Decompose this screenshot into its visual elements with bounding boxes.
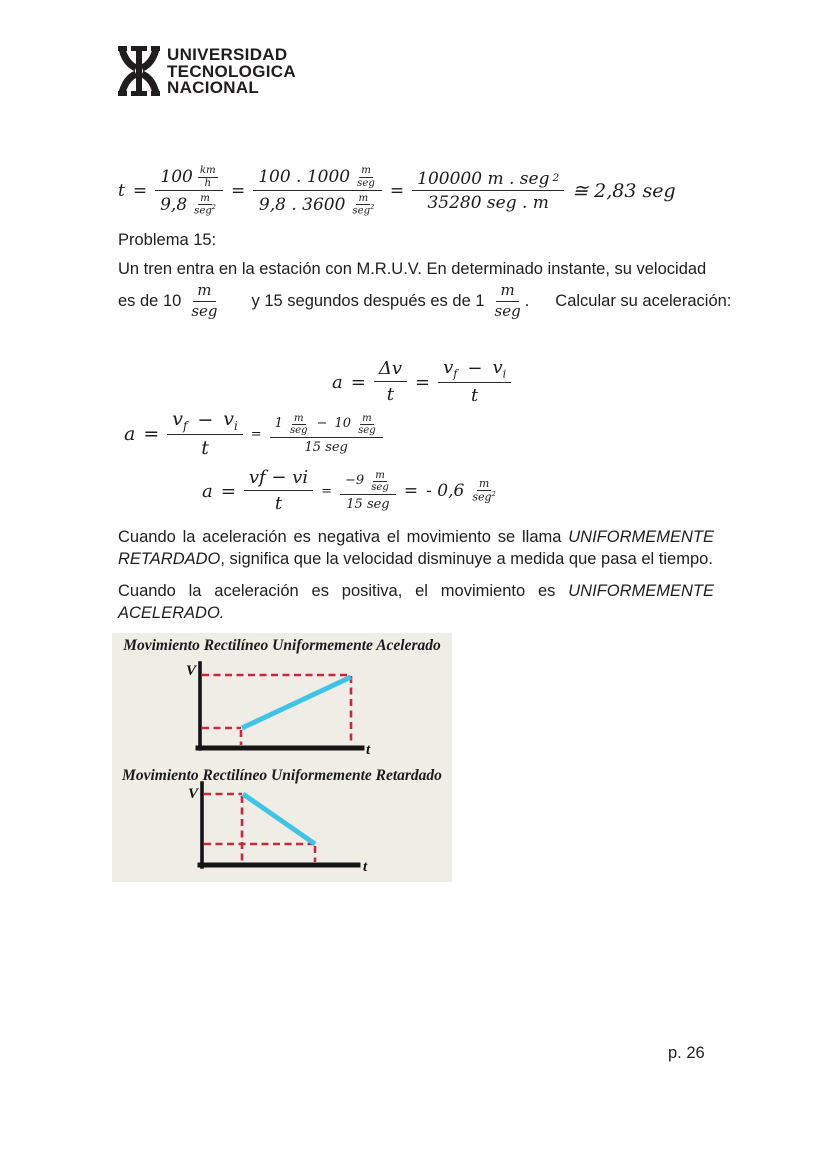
eq-token: t bbox=[471, 385, 479, 407]
eq-token: 9,8 bbox=[160, 194, 188, 215]
unit-fraction bbox=[187, 282, 221, 320]
unit-fraction bbox=[198, 165, 218, 188]
university-name bbox=[167, 44, 296, 97]
eq-time-lhs: t bbox=[118, 181, 125, 201]
problem-text: y 15 segundos después es de 1 bbox=[251, 292, 485, 310]
unit-fraction bbox=[491, 282, 525, 320]
equals-sign: = bbox=[415, 371, 431, 393]
unit-fraction bbox=[356, 413, 378, 436]
paragraph-text: , significa que la velocidad disminuye a medida que pasa el tiempo. bbox=[220, 550, 713, 568]
unit-fraction bbox=[369, 470, 391, 493]
eq-token: seg bbox=[371, 481, 389, 493]
eq-token: seg bbox=[194, 205, 212, 217]
eq-token: 35280 seg . m bbox=[427, 193, 549, 213]
paragraph-text: Cuando la aceleración es negativa el movimiento se llama bbox=[118, 528, 569, 546]
chart-title-retardado: Movimiento Rectilíneo Uniformemente Retardado bbox=[122, 767, 442, 784]
eq-token: t bbox=[386, 384, 395, 405]
fraction bbox=[167, 408, 243, 460]
problem-statement-line1: Un tren entra en la estación con M.R.U.V. En determinado instante, su velocidad bbox=[118, 260, 707, 278]
eq-token: seg bbox=[357, 177, 375, 189]
eq-token: 15 seg bbox=[304, 439, 348, 455]
eq-lhs: a bbox=[124, 423, 136, 445]
page-number: p. 26 bbox=[668, 1044, 705, 1062]
eq-token: 10 bbox=[334, 416, 352, 432]
minus-sign: − bbox=[197, 409, 214, 432]
fraction bbox=[438, 357, 511, 407]
eq-token: m bbox=[358, 192, 369, 204]
fraction bbox=[412, 169, 564, 214]
unit-fraction bbox=[192, 193, 218, 217]
eq-token: seg bbox=[472, 490, 492, 504]
eq-token: km bbox=[199, 165, 216, 177]
equals-sign: = bbox=[321, 483, 333, 499]
exponent: 2 bbox=[211, 204, 216, 212]
velocity-time-figure bbox=[112, 633, 452, 882]
equals-sign: = bbox=[132, 181, 148, 201]
equation-acceleration-definition bbox=[332, 357, 511, 407]
problem-statement-line2 bbox=[118, 280, 731, 322]
emphasized-term: UNIFORMEMENTE RETARDADO bbox=[118, 528, 714, 568]
x-axis-label: t bbox=[366, 742, 371, 758]
equation-time bbox=[118, 160, 684, 222]
equation-acceleration-substitution bbox=[124, 408, 383, 460]
eq-token bbox=[223, 408, 238, 433]
equals-sign: = bbox=[350, 371, 366, 393]
equals-sign: = bbox=[220, 480, 236, 502]
eq-token bbox=[192, 205, 218, 217]
eq-time-result: ≅ 2,83 seg bbox=[572, 180, 676, 202]
eq-lhs: a bbox=[332, 371, 343, 393]
fraction bbox=[374, 358, 407, 405]
y-axis-label: V bbox=[185, 663, 196, 679]
fraction bbox=[155, 165, 223, 216]
problem-text: Calcular su aceleración: bbox=[555, 292, 732, 310]
paragraph-text: Cuando la aceleración es positiva, el movimiento es bbox=[118, 582, 569, 600]
eq-token: seg bbox=[494, 301, 521, 320]
fraction bbox=[340, 470, 396, 513]
eq-token bbox=[172, 408, 187, 433]
eq-token: t bbox=[274, 493, 283, 514]
utn-logo-icon bbox=[117, 44, 161, 98]
university-header bbox=[117, 44, 296, 98]
eq-token bbox=[470, 491, 498, 504]
chart-title-acelerado: Movimiento Rectilíneo Uniformemente Acelerado bbox=[123, 637, 441, 654]
unit-fraction bbox=[355, 165, 377, 188]
eq-token: h bbox=[204, 177, 212, 189]
eq-result-value: - 0,6 bbox=[426, 481, 465, 501]
figure-background bbox=[112, 633, 452, 882]
minus-sign: − bbox=[316, 416, 328, 432]
equation-acceleration-result bbox=[202, 466, 498, 516]
problem-title: Problema 15: bbox=[118, 231, 217, 249]
eq-token: m bbox=[361, 165, 371, 177]
eq-token: −9 bbox=[345, 473, 365, 489]
eq-token: 100 bbox=[160, 166, 193, 187]
eq-token: t bbox=[201, 437, 209, 460]
eq-token: Δv bbox=[378, 358, 402, 380]
eq-token: m bbox=[200, 192, 210, 204]
equals-sign: = bbox=[389, 181, 405, 201]
problem-text: es de 10 bbox=[118, 292, 182, 310]
velocity-time-charts bbox=[112, 633, 452, 882]
subscript: i bbox=[502, 367, 507, 381]
unit-fraction bbox=[470, 478, 498, 504]
x-axis-label: t bbox=[363, 859, 368, 875]
exponent: 2 bbox=[370, 204, 375, 212]
eq-token: vf − vi bbox=[248, 467, 309, 489]
eq-token: v bbox=[492, 357, 503, 379]
eq-token: seg bbox=[358, 424, 376, 436]
eq-token: 15 seg bbox=[346, 496, 390, 512]
problem-text: . bbox=[524, 292, 530, 310]
equals-sign: = bbox=[143, 423, 160, 445]
eq-token: v bbox=[172, 408, 183, 431]
paragraph-acelerado bbox=[118, 580, 714, 624]
eq-token: m bbox=[478, 477, 490, 491]
subscript: f bbox=[182, 418, 188, 433]
eq-token bbox=[493, 357, 507, 381]
y-axis-label: V bbox=[187, 786, 198, 802]
equals-sign: = bbox=[403, 481, 419, 501]
eq-token: seg bbox=[289, 424, 308, 436]
fraction bbox=[244, 467, 313, 514]
eq-token bbox=[443, 357, 457, 381]
unit-fraction bbox=[288, 413, 310, 436]
eq-token: 9,8 . 3600 bbox=[258, 194, 346, 215]
eq-token: seg bbox=[191, 301, 218, 320]
equals-sign: = bbox=[250, 426, 262, 442]
eq-token: m bbox=[362, 412, 372, 424]
exponent: 2 bbox=[552, 172, 560, 185]
eq-token: seg bbox=[352, 205, 371, 217]
eq-token: v bbox=[223, 408, 234, 431]
eq-token: m bbox=[375, 469, 385, 481]
university-name-line: TECNOLOGICA bbox=[167, 61, 296, 81]
eq-token: v bbox=[443, 357, 454, 379]
equals-sign: = bbox=[230, 181, 246, 201]
university-name-line: UNIVERSIDAD bbox=[167, 45, 288, 64]
eq-token: 1 bbox=[274, 416, 283, 432]
emphasized-term: UNIFORMEMENTE ACELERADO. bbox=[118, 582, 714, 622]
subscript: f bbox=[453, 367, 458, 381]
eq-token: m bbox=[193, 282, 215, 301]
subscript: i bbox=[234, 418, 238, 433]
eq-lhs: a bbox=[202, 480, 213, 502]
paragraph-retardado bbox=[118, 526, 714, 570]
fraction bbox=[253, 165, 382, 216]
exponent: 2 bbox=[491, 490, 496, 499]
university-name-line: NACIONAL bbox=[167, 78, 260, 97]
unit-fraction bbox=[350, 193, 376, 217]
eq-token: 100 . 1000 bbox=[258, 166, 351, 187]
eq-token bbox=[350, 205, 376, 217]
eq-token: m bbox=[496, 282, 518, 301]
eq-token: 100000 m . seg bbox=[417, 168, 550, 189]
minus-sign: − bbox=[467, 358, 483, 380]
eq-token: m bbox=[293, 412, 304, 424]
fraction bbox=[270, 413, 383, 456]
